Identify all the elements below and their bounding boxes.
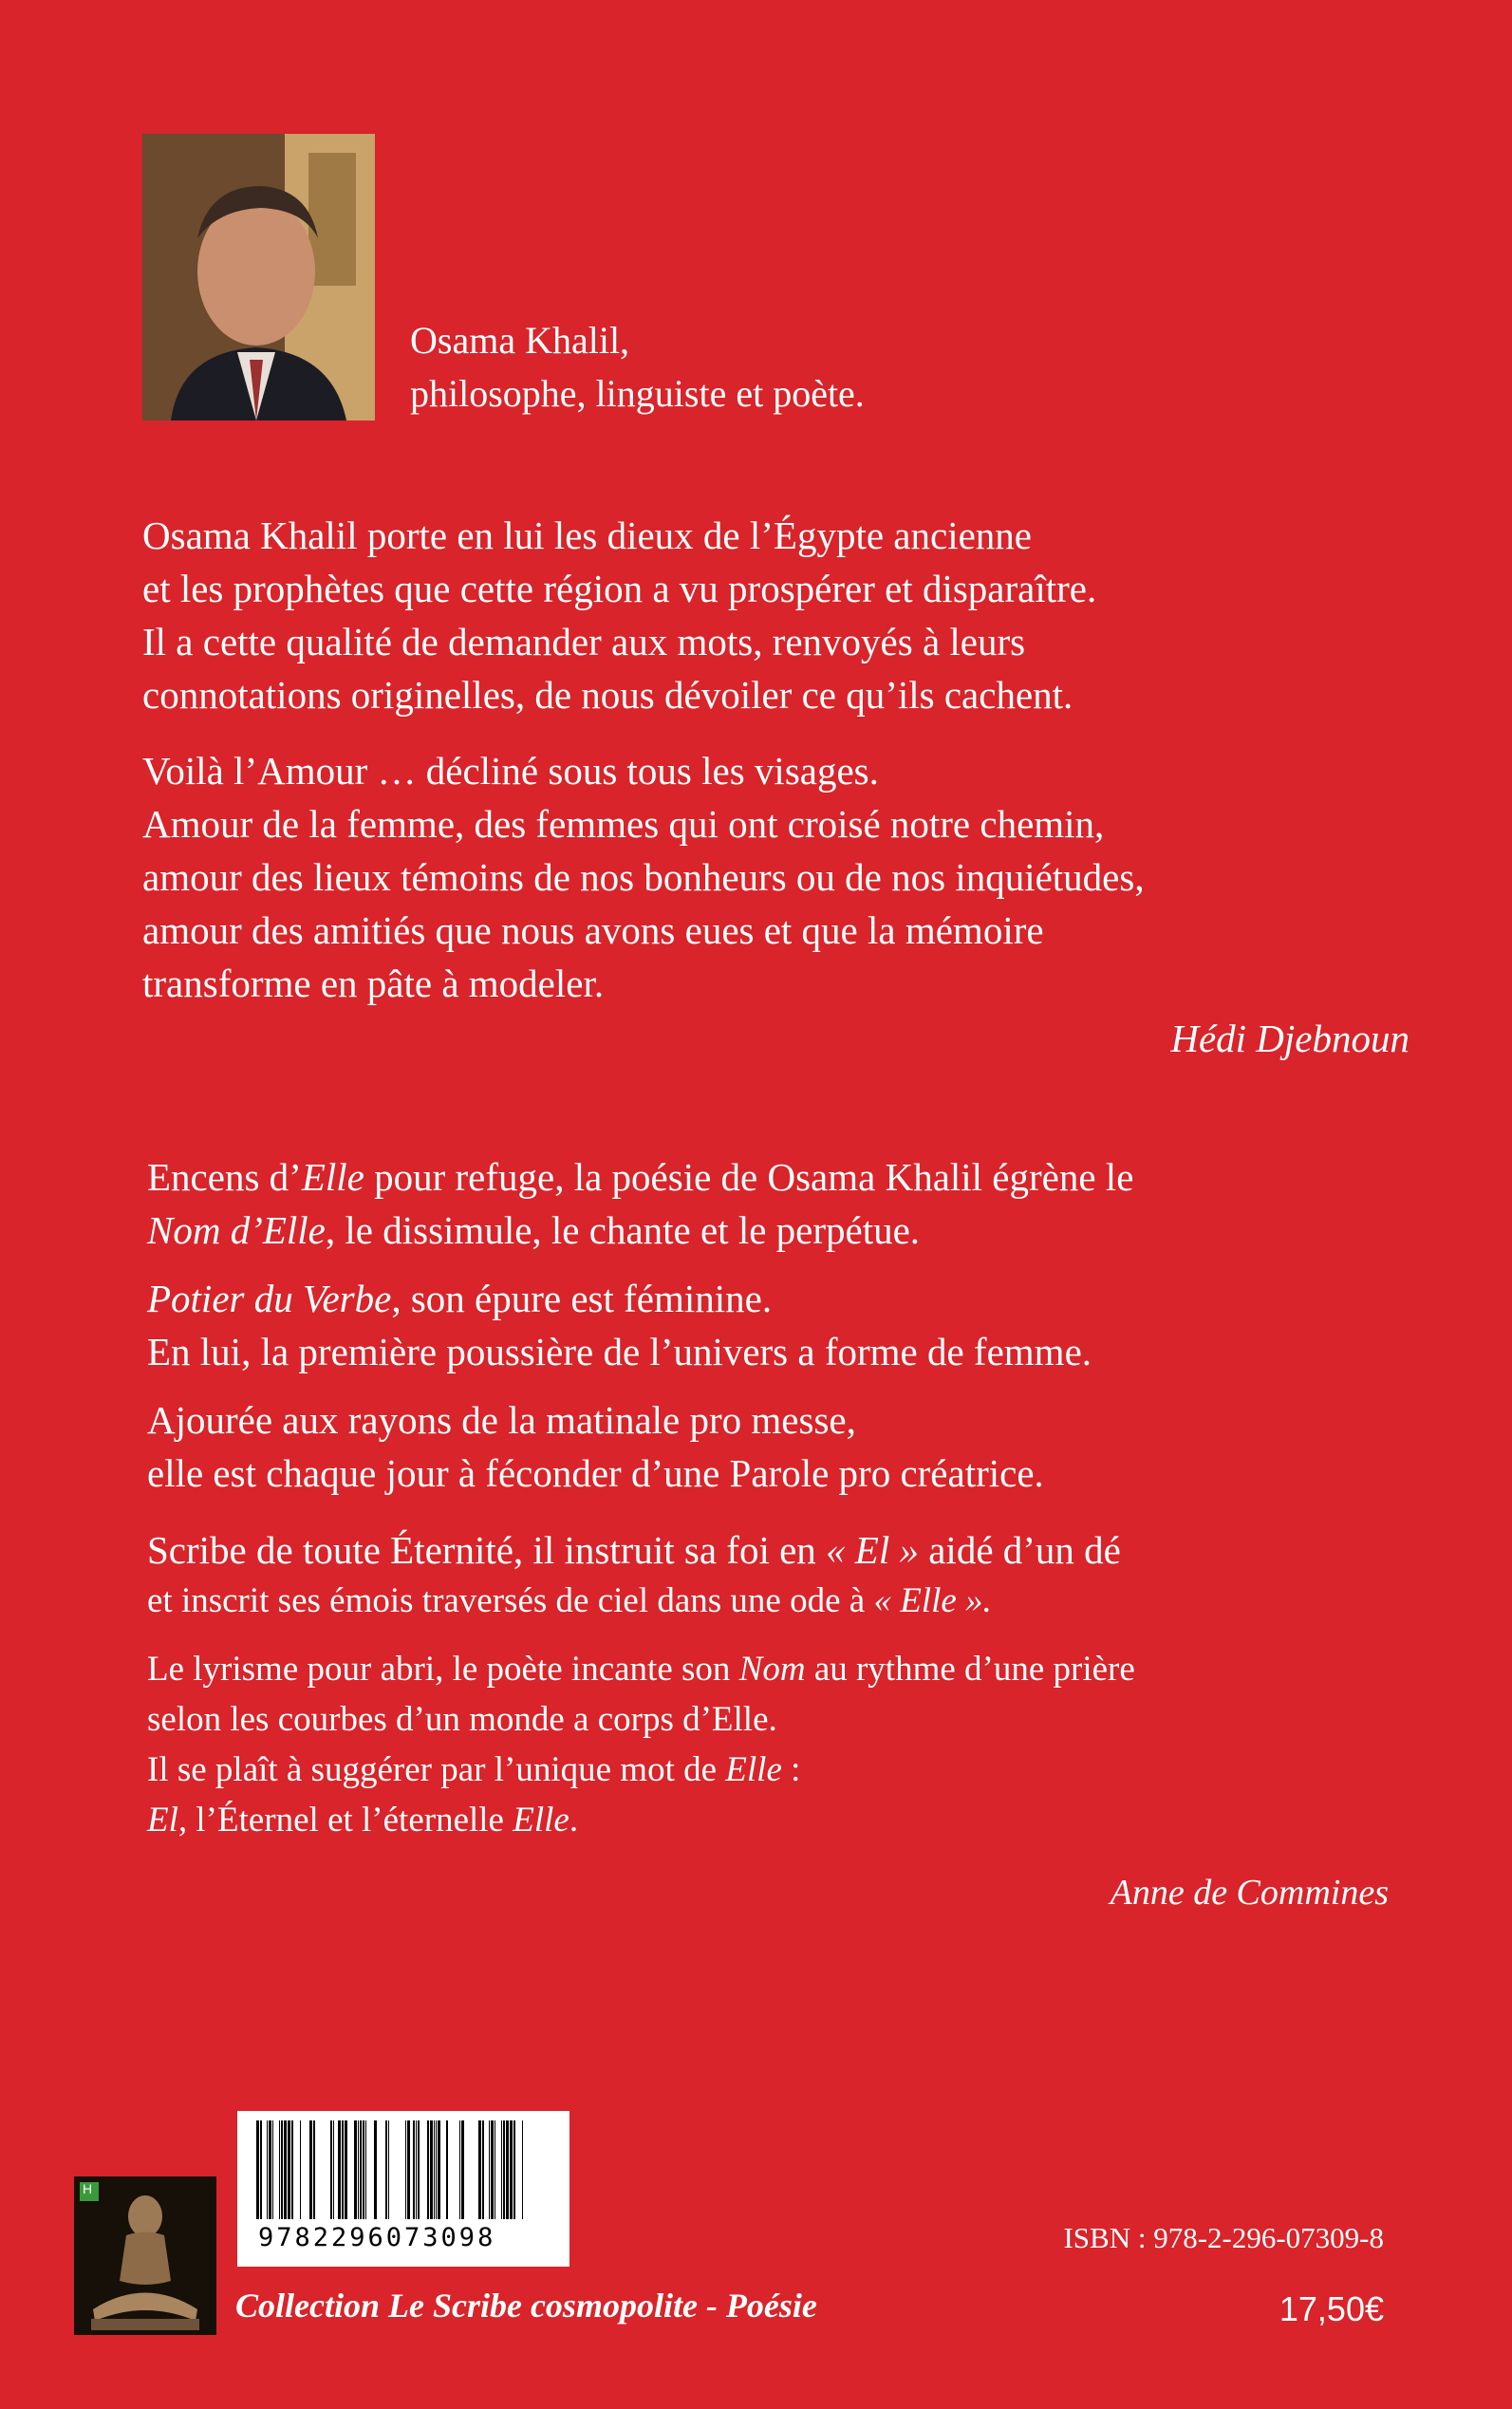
text-line: Voilà l’Amour … décliné sous tous les visages. <box>142 749 879 793</box>
barcode-bar <box>309 2120 312 2219</box>
barcode-bar <box>522 2120 523 2219</box>
text-line: En lui, la première poussière de l’univers a forme de femme. <box>147 1330 1092 1373</box>
barcode-bar <box>291 2120 293 2219</box>
text-line: Ajourée aux rayons de la matinale pro messe, <box>147 1398 856 1442</box>
review2-block-c <box>147 1393 1044 1500</box>
author-role-line: philosophe, linguiste et poète. <box>410 372 865 415</box>
barcode-bar <box>272 2120 273 2219</box>
author-portrait <box>142 134 375 420</box>
text-line: et inscrit ses émois traversés de ciel dans une ode à « Elle ». <box>147 1581 992 1620</box>
barcode-bar <box>345 2120 347 2219</box>
barcode-bar <box>333 2120 334 2219</box>
review2-block-a <box>147 1150 1133 1257</box>
review2-block-e <box>147 1644 1135 1845</box>
barcode-bar <box>260 2120 262 2219</box>
text-line: amour des lieux témoins de nos bonheurs ou de nos inquiétudes, <box>142 855 1145 899</box>
text-line: et les prophètes que cette région a vu prospérer et disparaître. <box>142 567 1097 610</box>
review2-signature: Anne de Commines <box>1110 1873 1389 1913</box>
barcode-bars <box>252 2120 554 2219</box>
barcode-bar <box>438 2120 440 2219</box>
text-line: El, l’Éternel et l’éternelle Elle. <box>147 1801 579 1839</box>
barcode-bar <box>478 2120 481 2219</box>
barcode-bar <box>506 2120 509 2219</box>
barcode-bar <box>365 2120 366 2219</box>
author-name-line: Osama Khalil, <box>410 319 630 362</box>
barcode-bar <box>434 2120 435 2219</box>
barcode-bar <box>281 2120 283 2219</box>
barcode-number: 9782296073098 <box>258 2223 496 2252</box>
text-line: Le lyrisme pour abri, le poète incante son Nom au rythme d’une prière <box>147 1650 1135 1689</box>
barcode-bar <box>413 2120 415 2219</box>
barcode-bar <box>358 2120 359 2219</box>
barcode-bar <box>374 2120 377 2219</box>
text-line: Amour de la femme, des femmes qui ont croisé notre chemin, <box>142 802 1105 846</box>
text-line: elle est chaque jour à féconder d’une Parole pro créatrice. <box>147 1451 1044 1495</box>
review1-signature: Hédi Djebnoun <box>1170 1017 1409 1060</box>
barcode-bar <box>342 2120 344 2219</box>
text-line: amour des amitiés que nous avons eues et que la mémoire <box>142 908 1044 952</box>
isbn: ISBN : 978-2-296-07309-8 <box>1063 2221 1384 2254</box>
collection-name: Collection Le Scribe cosmopolite - Poésie <box>235 2287 817 2325</box>
barcode-bar <box>256 2120 259 2219</box>
barcode-bar <box>288 2120 290 2219</box>
barcode-bar <box>284 2120 287 2219</box>
barcode-bar <box>267 2120 268 2219</box>
barcode-bar <box>385 2120 387 2219</box>
price: 17,50€ <box>1279 2289 1384 2328</box>
barcode-bar <box>354 2120 357 2219</box>
text-line: Osama Khalil porte en lui les dieux de l’Égypte ancienne <box>142 514 1032 557</box>
barcode-bar <box>363 2120 364 2219</box>
barcode-bar <box>503 2120 505 2219</box>
text-line: Potier du Verbe, son épure est féminine. <box>147 1277 773 1320</box>
text-line: Il se plaît à suggérer par l’unique mot de Elle : <box>147 1750 801 1789</box>
barcode <box>237 2111 569 2267</box>
barcode-bar <box>360 2120 362 2219</box>
text-line: transforme en pâte à modeler. <box>142 962 605 1005</box>
barcode-bar <box>407 2120 410 2219</box>
barcode-bar <box>513 2120 515 2219</box>
review2-block-d <box>147 1524 1121 1627</box>
text-line: Scribe de toute Éternité, il instruit sa foi en « El » aidé d’un dé <box>147 1528 1121 1572</box>
barcode-bar <box>313 2120 315 2219</box>
barcode-bar <box>430 2120 433 2219</box>
barcode-bar <box>416 2120 417 2219</box>
text-line: Nom d’Elle, le dissimule, le chante et le perpétue. <box>147 1208 921 1252</box>
review2-block-b <box>147 1272 1092 1378</box>
barcode-bar <box>405 2120 406 2219</box>
text-line: selon les courbes d’un monde a corps d’Elle. <box>147 1700 777 1739</box>
barcode-bar <box>330 2120 332 2219</box>
barcode-bar <box>446 2120 448 2219</box>
barcode-bar <box>418 2120 420 2219</box>
barcode-bar <box>388 2120 389 2219</box>
barcode-bar <box>300 2120 301 2219</box>
barcode-bar <box>510 2120 513 2219</box>
barcode-bar <box>461 2120 464 2219</box>
scribe-statue-image <box>74 2176 216 2335</box>
barcode-bar <box>489 2120 490 2219</box>
review1-paragraph2 <box>142 744 1145 1010</box>
barcode-bar <box>491 2120 494 2219</box>
text-line: Encens d’Elle pour refuge, la poésie de Osama Khalil égrène le <box>147 1155 1134 1199</box>
barcode-bar <box>501 2120 502 2219</box>
text-line: connotations originelles, de nous dévoiler ce qu’ils cachent. <box>142 673 1073 717</box>
barcode-bar <box>338 2120 341 2219</box>
barcode-bar <box>279 2120 280 2219</box>
review1-paragraph1 <box>142 509 1096 721</box>
barcode-bar <box>436 2120 437 2219</box>
author-caption <box>410 314 865 420</box>
barcode-bar <box>269 2120 271 2219</box>
text-line: Il a cette qualité de demander aux mots, renvoyés à leurs <box>142 620 1026 663</box>
publisher-logo-mark: H <box>83 2181 93 2196</box>
barcode-bar <box>427 2120 429 2219</box>
barcode-bar <box>459 2120 460 2219</box>
barcode-bar <box>482 2120 484 2219</box>
